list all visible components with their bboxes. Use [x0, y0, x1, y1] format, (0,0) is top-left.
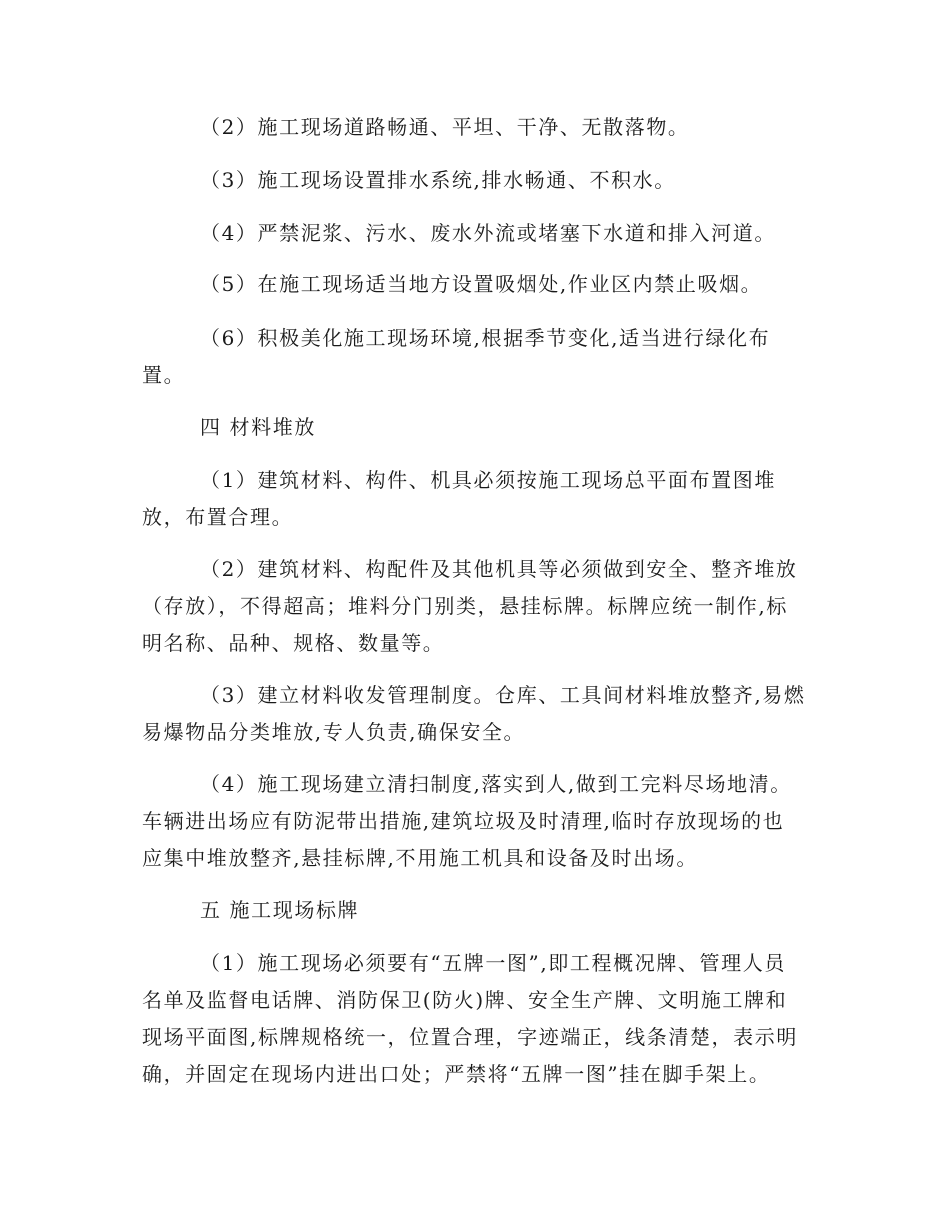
paragraph-line: 易爆物品分类堆放,专人负责,确保安全。	[142, 720, 526, 744]
paragraph-line: 车辆进出场应有防泥带出措施,建筑垃圾及时清理,临时存放现场的也	[142, 809, 785, 833]
paragraph-line: （4）严禁泥浆、污水、废水外流或堵塞下水道和排入河道。	[200, 221, 776, 245]
paragraph-line: 应集中堆放整齐,悬挂标牌,不用施工机具和设备及时出场。	[142, 846, 698, 870]
paragraph-line: 确，并固定在现场内进出口处；严禁将“五牌一图”挂在脚手架上。	[142, 1062, 771, 1086]
paragraph-line: （存放），不得超高；堆料分门别类，悬挂标牌。标牌应统一制作,标	[142, 594, 788, 618]
paragraph-line: （1）施工现场必须要有“五牌一图”,即工程概况牌、管理人员	[200, 951, 786, 975]
paragraph-line: 现场平面图,标牌规格统一，位置合理，字迹端正，线条清楚，表示明	[142, 1025, 798, 1049]
paragraph-line: 放，布置合理。	[142, 505, 294, 529]
paragraph-line: （1）建筑材料、构件、机具必须按施工现场总平面布置图堆	[200, 468, 776, 492]
paragraph-line: （5）在施工现场适当地方设置吸烟处,作业区内禁止吸烟。	[200, 272, 763, 296]
paragraph-line: （6）积极美化施工现场环境,根据季节变化,适当进行绿化布	[200, 326, 771, 350]
paragraph-line: （4）施工现场建立清扫制度,落实到人,做到工完料尽场地清。	[200, 772, 792, 796]
paragraph-line: （3）建立材料收发管理制度。仓库、工具间材料堆放整齐,易燃	[200, 683, 806, 707]
paragraph-line: 置。	[142, 363, 186, 387]
paragraph-line: 名单及监督电话牌、消防保卫(防火)牌、安全生产牌、文明施工牌和	[142, 988, 788, 1012]
section-heading: 五 施工现场标牌	[200, 898, 360, 922]
paragraph-line: 明名称、品种、规格、数量等。	[142, 631, 445, 655]
section-heading: 四 材料堆放	[200, 415, 316, 439]
paragraph-line: （3）施工现场设置排水系统,排水畅通、不积水。	[200, 168, 676, 192]
paragraph-line: （2）施工现场道路畅通、平坦、干净、无散落物。	[200, 115, 690, 139]
paragraph-line: （2）建筑材料、构配件及其他机具等必须做到安全、整齐堆放	[200, 557, 798, 581]
